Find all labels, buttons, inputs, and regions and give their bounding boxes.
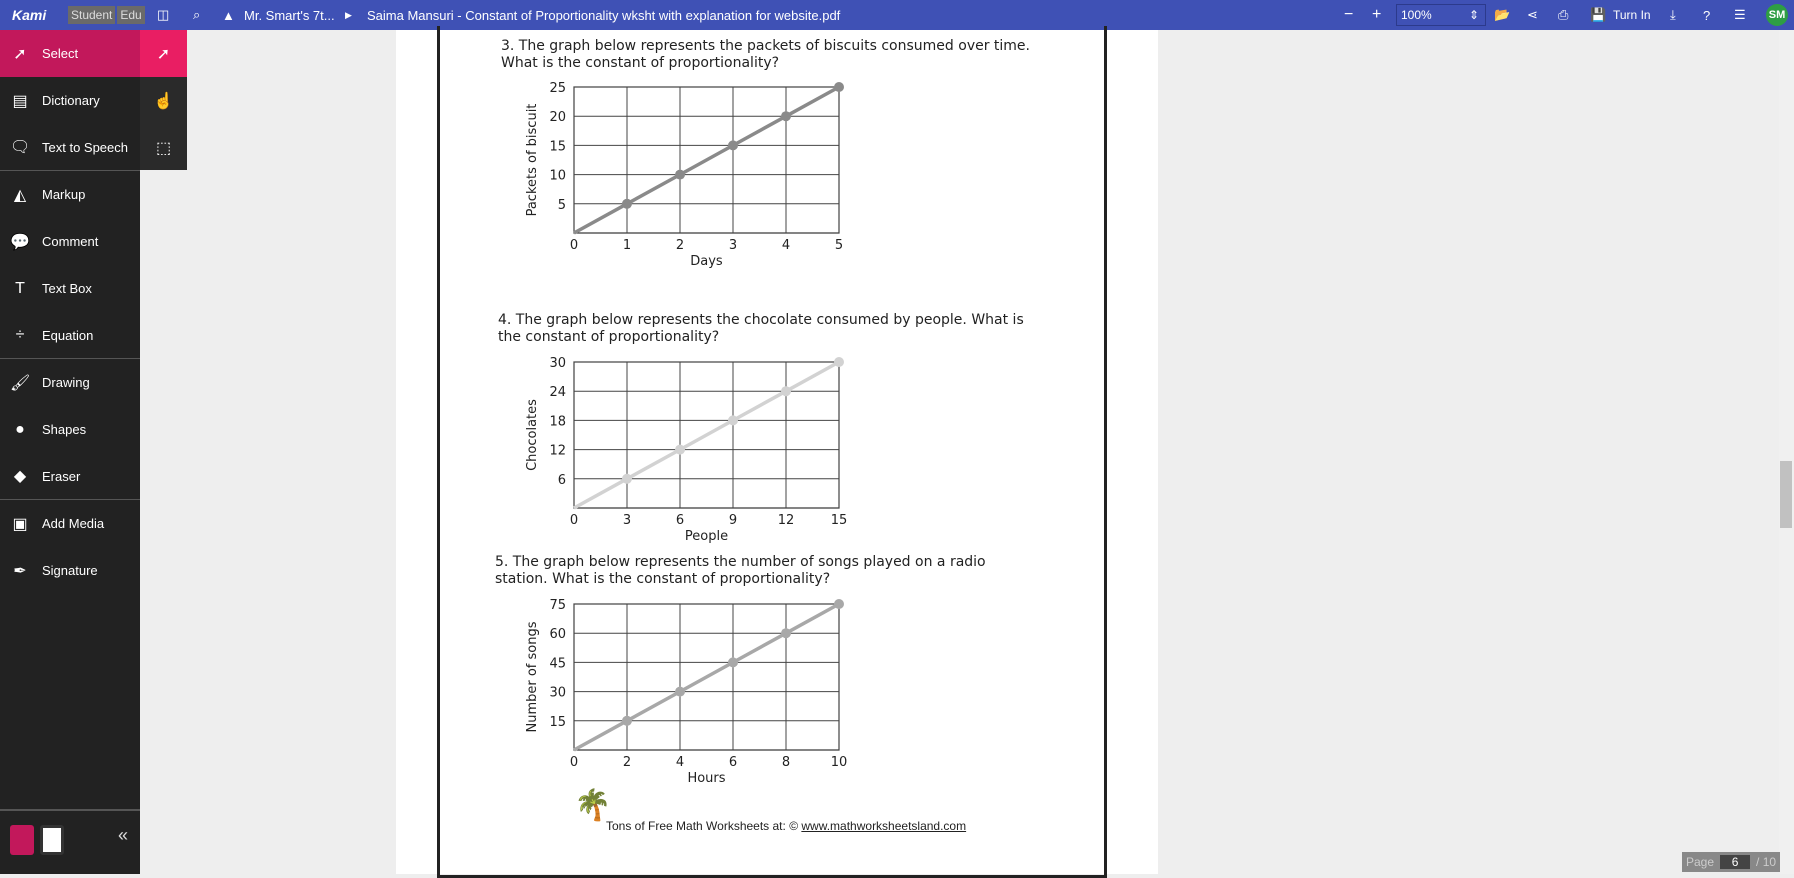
data-point [781,628,791,638]
help-icon[interactable]: ? [1703,7,1711,23]
sidebar-item-label: Text Box [42,281,92,296]
sidebar-item-label: Text to Speech [42,139,128,155]
scrollbar[interactable] [1779,30,1794,874]
data-point [728,657,738,667]
avatar[interactable]: SM [1766,4,1788,26]
chart-chocolates [506,350,848,575]
data-point [728,415,738,425]
data-point [622,474,632,484]
print-icon[interactable]: ⎙ [1558,7,1569,22]
sidebar-item-label: Comment [42,234,99,249]
file-title: Saima Mansuri - Constant of Proportionality wksht with explanation for website.pdf [367,7,841,23]
question-text: 3. The graph below represents the packets of biscuits consumed over time. [501,38,1030,54]
shapes-icon: ● [15,420,25,438]
series-line [574,87,839,233]
data-point [834,357,844,367]
x-tick-label: 10 [830,755,848,770]
edu-tag: Edu [117,6,144,24]
x-tick-label: 12 [777,513,795,528]
footer [606,819,966,833]
y-tick-label: 18 [549,414,566,430]
page-label: Page [1686,855,1715,869]
x-tick-label: 3 [728,238,738,253]
question-text: the constant of proportionality? [498,329,720,345]
y-tick-label: 10 [549,168,566,184]
data-point [622,716,632,726]
x-tick-label: 4 [781,238,791,253]
sidebar-item-text-box[interactable] [0,265,140,312]
search-icon[interactable]: ⌕ [193,7,201,22]
x-tick-label: 2 [675,238,685,253]
drive-icon: ▲ [222,7,235,23]
book-icon: ▤ [12,92,28,110]
sidebar-item-label: Shapes [42,422,87,437]
y-tick-label: 6 [557,472,566,488]
area-select-icon[interactable]: ⬚ [155,139,172,157]
question-3 [501,38,1030,72]
x-tick-label: 9 [728,513,738,528]
sidebar-item-label: Signature [42,563,98,578]
sidebar-item-shapes[interactable] [0,406,140,453]
y-axis-label: Number of songs [525,621,540,733]
sidebar-item-label: Dictionary [42,93,100,108]
download-icon[interactable]: ⤓ [1670,7,1676,22]
student-tag: Student [68,6,115,24]
menu-icon[interactable]: ☰ [1734,7,1746,22]
x-tick-label: 5 [834,238,844,253]
pdf-page [396,30,1158,874]
hand-icon[interactable]: ☝ [153,92,174,110]
sidebar-item-label: Equation [42,327,94,343]
question-text: 4. The graph below represents the chocolate consumed by people. What is [498,312,1024,328]
two-page-view-button[interactable] [40,825,64,855]
media-icon: ▣ [12,515,28,533]
sidebar-item-signature[interactable] [0,547,140,594]
x-axis-label: People [684,529,729,544]
chart-biscuits [506,75,844,305]
x-tick-label: 2 [622,755,632,770]
x-tick-label: 0 [569,755,579,770]
question-4 [498,312,1024,346]
y-tick-label: 24 [549,385,566,401]
sidebar-item-equation[interactable] [0,312,140,359]
chevron-right-icon: ▶ [345,9,352,20]
y-tick-label: 15 [549,714,566,730]
page-number-input[interactable]: 6 [1720,855,1750,869]
x-axis-label: Days [690,254,723,269]
data-point [781,386,791,396]
zoom-select[interactable] [1396,4,1486,26]
brush-icon: 🖌 [10,374,31,392]
question-text: station. What is the constant of proportionality? [495,571,831,587]
data-point [675,445,685,455]
kami-logo: Kami [12,7,47,23]
footer-link[interactable]: www.mathworksheetsland.com [801,819,967,833]
sidebar-item-drawing[interactable] [0,359,140,406]
y-tick-label: 20 [549,110,566,126]
save-icon[interactable]: 💾 [1590,7,1607,22]
data-point [675,687,685,697]
share-icon[interactable]: ⋖ [1527,7,1538,22]
speaker-icon: 🗨 [10,139,31,156]
breadcrumb-folder[interactable]: Mr. Smart's 7t... [244,7,335,23]
tool-sidebar [0,30,140,874]
highlighter-icon: ◭ [13,186,27,204]
cursor-icon: ➚ [13,45,27,63]
x-tick-label: 3 [622,513,632,528]
x-tick-label: 15 [830,513,848,528]
data-point [834,599,844,609]
collapse-icon[interactable]: « [118,825,129,845]
sidebar-item-comment[interactable] [0,218,140,265]
page-total: / 10 [1756,855,1777,869]
eraser-icon: ◆ [13,468,27,485]
y-tick-label: 75 [549,598,566,613]
sidebar-item-dictionary[interactable] [0,77,140,124]
turn-in-button[interactable]: Turn In [1613,8,1651,22]
y-tick-label: 25 [549,81,566,96]
sidebar-item-add-media[interactable] [0,500,140,547]
data-point [781,111,791,121]
y-axis-label: Chocolates [525,399,540,471]
y-axis-label: Packets of biscuit [525,103,540,217]
y-tick-label: 45 [549,656,566,672]
zoom-in-button[interactable]: + [1372,6,1382,23]
y-tick-label: 5 [557,197,566,213]
zoom-value: 100% [1401,8,1432,22]
tool-options [140,30,187,170]
folder-icon[interactable]: 📂 [1494,7,1511,22]
y-tick-label: 30 [549,685,566,701]
chart-songs [506,592,848,817]
y-tick-label: 60 [549,627,566,643]
y-tick-label: 15 [549,139,566,155]
scrollbar-thumb[interactable] [1780,461,1792,528]
series-line [574,604,839,750]
palm-tree-icon: 🌴 [574,789,612,822]
x-tick-label: 4 [675,755,685,770]
x-tick-label: 0 [569,513,579,528]
single-page-view-button[interactable] [10,825,34,855]
spinner-icon: ⇕ [1468,8,1479,22]
question-text: 5. The graph below represents the number of songs played on a radio [495,554,986,570]
comment-icon: 💬 [10,233,30,251]
sidebar-item-label: Eraser [42,468,81,484]
x-axis-label: Hours [687,771,726,786]
y-tick-label: 30 [549,356,566,371]
cursor-icon[interactable]: ➚ [140,30,187,77]
sidebar-item-text-to-speech[interactable] [0,124,140,171]
sidebar-item-select[interactable] [0,30,140,77]
series-line [574,362,839,508]
sidebar-item-markup[interactable] [0,171,140,218]
divide-icon: ÷ [15,326,25,343]
sidebar-item-label: Markup [42,187,86,202]
zoom-out-button[interactable]: − [1344,6,1354,23]
question-text: What is the constant of proportionality? [501,55,780,71]
sidebar-item-eraser[interactable] [0,453,140,500]
pen-icon: ✒ [13,562,27,580]
question-5 [495,554,986,588]
sidebar-item-label: Select [42,46,79,61]
x-tick-label: 8 [781,755,791,770]
sidebar-toggle-icon[interactable]: ◫ [157,7,170,22]
x-tick-label: 6 [728,755,738,770]
x-tick-label: 0 [569,238,579,253]
y-tick-label: 12 [549,443,566,459]
data-point [675,170,685,180]
text-icon: T [15,279,25,297]
x-tick-label: 1 [622,238,632,253]
footer-text: Tons of Free Math Worksheets at: © [606,819,799,833]
data-point [728,140,738,150]
data-point [834,82,844,92]
x-tick-label: 6 [675,513,685,528]
sidebar-item-label: Drawing [42,375,90,390]
data-point [622,199,632,209]
sidebar-item-label: Add Media [42,516,105,531]
page-indicator [1682,852,1780,872]
